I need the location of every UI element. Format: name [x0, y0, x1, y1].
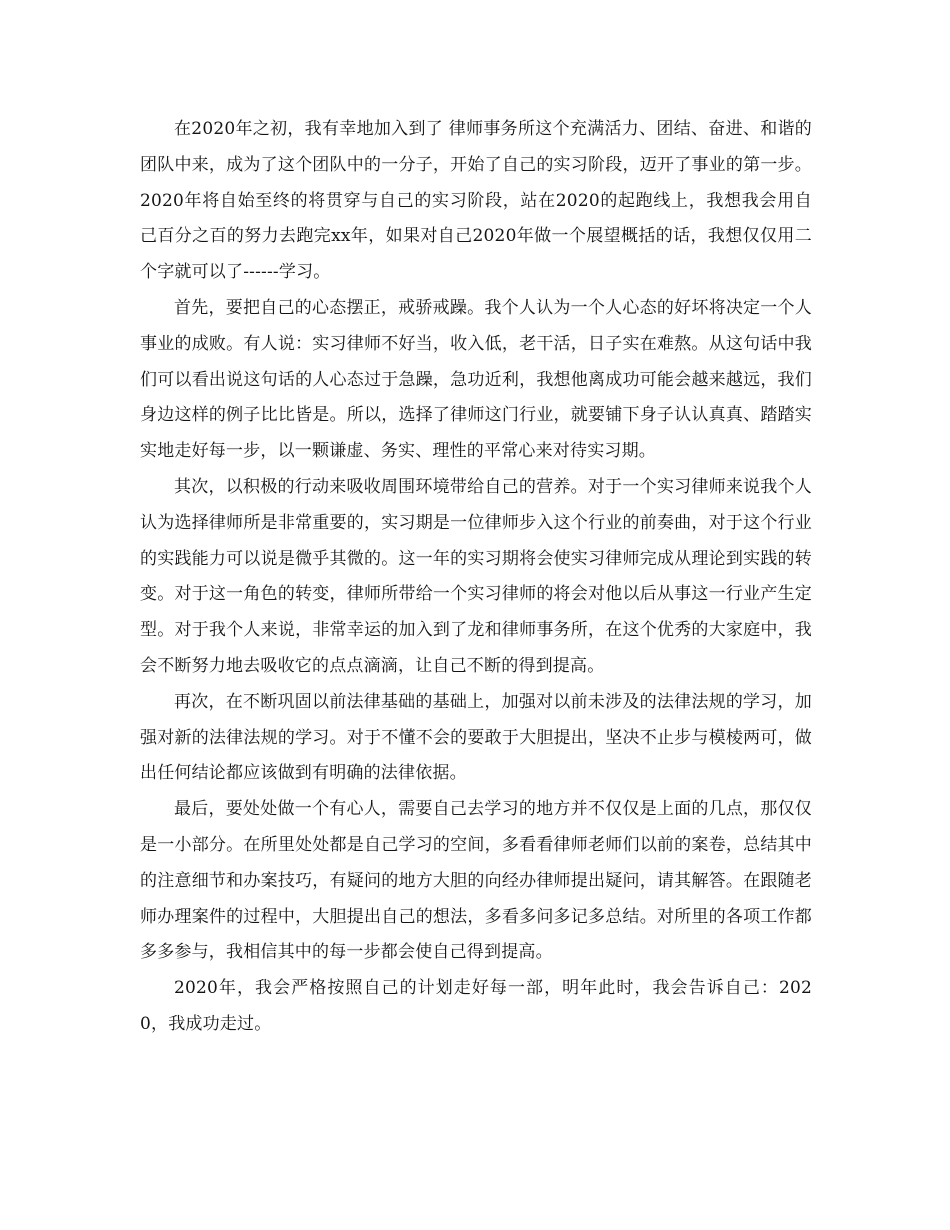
- paragraph-second: 其次，以积极的行动来吸收周围环境带给自己的营养。对于一个实习律师来说我个人认为选择律师所是非常重要的，实习期是一位律师步入这个行业的前奏曲，对于这个行业的实践能力可以说是微乎其微的。这一年的实习期将会使实习律师完成从理论到实践的转变。对于这一角色的转变，律师所带给一个实习律师的将会对他以后从事这一行业产生定型。对于我个人来说，非常幸运的加入到了龙和律师事务所，在这个优秀的大家庭中，我会不断努力地去吸收它的点点滴滴，让自己不断的得到提高。: [140, 476, 812, 676]
- paragraph-third: 再次，在不断巩固以前法律基础的基础上，加强对以前未涉及的法律法规的学习，加强对新的法律法规的学习。对于不懂不会的要敢于大胆提出，坚决不止步与模棱两可，做出任何结论都应该做到有明确的法律依据。: [140, 691, 812, 784]
- document-body: [140, 112, 812, 1043]
- paragraph-intro: 在2020年之初，我有幸地加入到了 律师事务所这个充满活力、团结、奋进、和谐的团队中来，成为了这个团队中的一分子，开始了自己的实习阶段，迈开了事业的第一步。2020年将自始至终的将贯穿与自己的实习阶段，站在2020的起跑线上，我想我会用自己百分之百的努力去跑完xx年，如果对自己2020年做一个展望概括的话，我想仅仅用二个字就可以了------学习。: [140, 119, 812, 283]
- paragraph-conclusion: 2020年，我会严格按照自己的计划走好每一部，明年此时，我会告诉自己：2020，我成功走过。: [140, 978, 812, 1034]
- paragraph-last: 最后，要处处做一个有心人，需要自己去学习的地方并不仅仅是上面的几点，那仅仅是一小部分。在所里处处都是自己学习的空间，多看看律师老师们以前的案卷，总结其中的注意细节和办案技巧，有疑问的地方大胆的向经办律师提出疑问，请其解答。在跟随老师办理案件的过程中，大胆提出自己的想法，多看多问多记多总结。对所里的各项工作都多多参与，我相信其中的每一步都会使自己得到提高。: [140, 799, 812, 963]
- paragraph-first: 首先，要把自己的心态摆正，戒骄戒躁。我个人认为一个人心态的好坏将决定一个人事业的成败。有人说：实习律师不好当，收入低，老干活，日子实在难熬。从这句话中我们可以看出说这句话的人心态过于急躁，急功近利，我想他离成功可能会越来越远，我们身边这样的例子比比皆是。所以，选择了律师这门行业，就要铺下身子认认真真、踏踏实实地走好每一步，以一颗谦虚、务实、理性的平常心来对待实习期。: [140, 297, 812, 462]
